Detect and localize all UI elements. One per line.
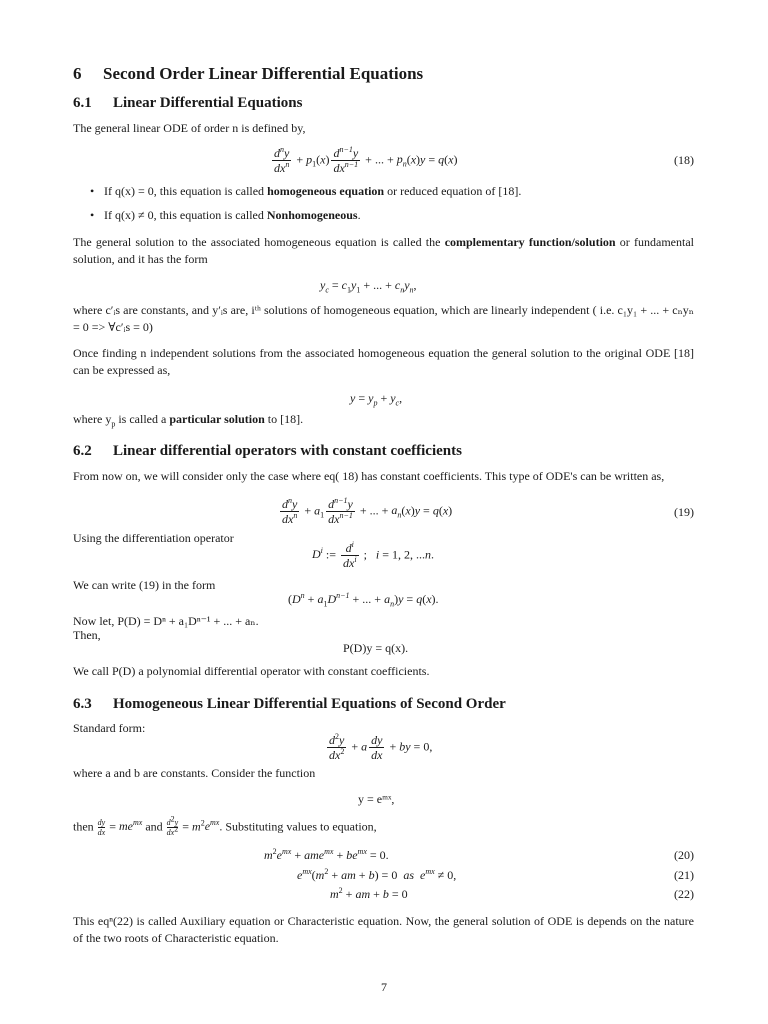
characteristic-equation-paragraph: This eqⁿ(22) is called Auxiliary equation or Characteristic equation. Now, the general solution of ODE is depends on the nature of the two roots of Characteristic equation.: [73, 914, 694, 945]
substitution-text: Substituting values to equation,: [225, 819, 377, 834]
constant-coeff-ode: $\frac{d^ny}{dx^n}$ + $a_1$ $\frac{d^{n-1}y}{dx^{n-1}}$ + ... + $a_n(x)y = q(x)$: [282, 496, 453, 526]
subsection-heading-6-2: [73, 443, 462, 460]
subsection-title: Linear Differential Equations: [113, 95, 303, 111]
equation-20: $m^2e^{mx} + ame^{mx} + be^{mx} = 0$.: [264, 847, 389, 862]
ode-intro-text: The general linear ODE of order n is defined by,: [73, 121, 306, 135]
now-let-text: Now let, P(D) = Dⁿ + a₁Dⁿ⁻¹ + ... + aₙ.: [73, 614, 259, 628]
para-text-end: to [18].: [264, 412, 304, 426]
subsection-number: 6.1: [73, 95, 92, 111]
equation-22: $m^2$ + am + b = 0: [330, 886, 408, 901]
subsection-number: 6.2: [73, 443, 92, 459]
bullet-bold: homogeneous equation: [267, 184, 385, 198]
para-text: The general solution to the associated homogeneous equation is called the: [73, 235, 445, 249]
equation-number-20: (20): [674, 848, 694, 862]
second-order-standard-form: $\frac{d^2y}{dx^2}$ + a $\frac{dy}{dx}$ + by = 0,: [329, 732, 433, 762]
para-text: where y: [73, 412, 112, 426]
operator-form-equation: ($D^n + a_1D^{n-1}$ + ... + $a_n)y = q(x)$.: [288, 591, 439, 609]
exponential-trial-function: y = eᵐˣ,: [358, 792, 395, 806]
subsection-heading-6-1: [73, 95, 302, 112]
bullet-bold: Nonhomogeneous: [266, 208, 358, 222]
equation-21: $e^{mx}(m^2$ + am + b) = 0 as $e^{mx} \ne 0$,: [297, 867, 457, 882]
constants-paragraph: where c′ᵢs are constants, and y′ᵢs are, iᵗʰ solutions of homogeneous equation, which are linearly independent ( i.e. c₁y₁ + ... + cₙyₙ = 0 => ∀c′ᵢs = 0): [73, 303, 694, 334]
bullet-text-end: .: [357, 208, 361, 222]
subsection-title: Linear differential operators with constant coefficients: [113, 443, 462, 459]
yc-equation: $y_c = c_1y_1$ + ... + $c_ny_n$,: [320, 278, 417, 295]
equation-number-19: (19): [674, 505, 694, 519]
bullet-text-end: or reduced equation of [18].: [384, 184, 522, 198]
subsection-title: Homogeneous Linear Differential Equations of Second Order: [113, 696, 506, 712]
independent-solutions-paragraph: Once finding n independent solutions from the associated homogeneous equation the general solution to the original ODE [18] can be expressed as,: [73, 346, 694, 377]
diff-operator-definition: $D^i$ := $\frac{d^i}{dx^i}$ ; i = 1, 2, ...n.: [312, 540, 435, 570]
complementary-paragraph: [73, 234, 694, 268]
general-ode-equation: $\frac{d^ny}{dx^n}$ + $p_1(x)$ $\frac{d^{n-1}y}{dx^{n-1}}$ + ... + $p_n(x)y = q(x)$: [274, 145, 458, 175]
section-title: Second Order Linear Differential Equations: [103, 64, 424, 83]
constant-coeff-intro: From now on, we will consider only the case where eq( 18) has constant coefficients. This type of ODE's can be written as,: [73, 469, 665, 483]
para-bold: particular solution: [169, 412, 265, 426]
bullet-text: If q(x) = 0, this equation is called: [104, 184, 268, 198]
where-ab-text: where a and b are constants. Consider the function: [73, 766, 316, 780]
para-text-mid: is called a: [115, 412, 170, 426]
bullet-text: If q(x) ≠ 0, this equation is called: [104, 208, 267, 222]
bullet-homogeneous: • If q(x) = 0, this equation is called homogeneous equation or reduced equation of [18].: [90, 184, 522, 198]
general-solution-equation: $y = y_p + y_c$,: [350, 391, 403, 408]
bullet-nonhomogeneous: • If q(x) ≠ 0, this equation is called Nonhomogeneous.: [90, 208, 361, 222]
polynomial-operator-text: We call P(D) a polynomial differential operator with constant coefficients.: [73, 664, 430, 678]
equation-number-22: (22): [674, 887, 694, 901]
derivatives-substitution-text: then $\frac{dy}{dx}$ = $me^{mx}$ and $\frac{d^2y}{dx^2}$ = $m^2e^{mx}$. Substituting values to equation,: [73, 814, 377, 837]
particular-solution-paragraph: [73, 411, 694, 428]
para-sub: p: [111, 419, 116, 429]
diff-operator-text: Using the differentiation operator: [73, 531, 234, 545]
form-text: We can write (19) in the form: [73, 578, 216, 592]
then-text: Then,: [73, 628, 101, 642]
section-number: 6: [73, 64, 82, 83]
equation-number-21: (21): [674, 868, 694, 882]
subsection-number: 6.3: [73, 696, 92, 712]
para-text-end: or fundamental solution, and it has the form: [73, 235, 694, 266]
standard-form-label: Standard form:: [73, 721, 146, 735]
page-number: 7: [381, 980, 387, 994]
equation-number-18: (18): [674, 153, 694, 167]
polynomial-operator-equation: P(D)y = q(x).: [343, 641, 409, 655]
section-heading: [73, 64, 423, 84]
subsection-heading-6-3: [73, 696, 506, 713]
para-bold: complementary function/solution: [444, 235, 616, 249]
